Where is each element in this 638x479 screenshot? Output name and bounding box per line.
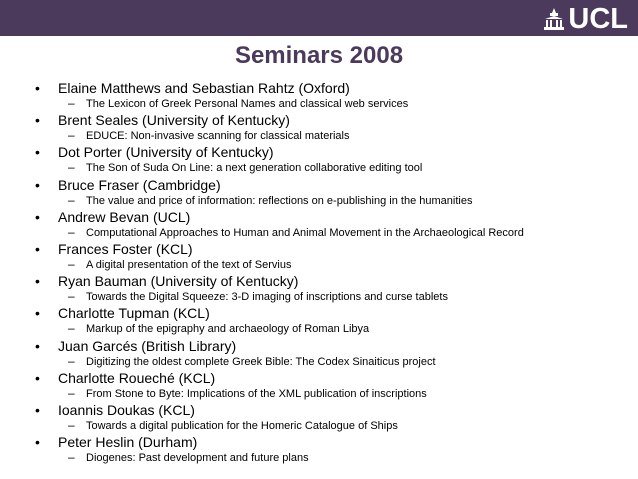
speaker-name: Peter Heslin (Durham) [58,434,198,451]
dash-icon: – [68,289,75,304]
seminar-item [0,370,638,402]
seminar-item [0,241,638,273]
seminar-list [0,80,638,466]
dash-icon: – [68,96,75,110]
seminar-item [0,402,638,434]
talk-topic: Computational Approaches to Human and Animal Movement in the Archaeological Record [86,226,524,239]
talk-topic: EDUCE: Non-invasive scanning for classical materials [86,130,350,143]
bullet-icon: • [35,369,40,386]
dash-icon: – [68,160,75,175]
dash-icon: – [68,128,75,143]
speaker-name: Ryan Bauman (University of Kentucky) [58,273,299,290]
speaker-name: Charlotte Tupman (KCL) [58,305,210,322]
page-title: Seminars 2008 [234,42,404,69]
bullet-icon: • [35,112,40,129]
speaker-name: Brent Seales (University of Kentucky) [58,112,290,129]
talk-topic: The value and price of information: reflections on e-publishing in the humanities [86,194,473,207]
talk-topic: The Lexicon of Greek Personal Names and classical web services [86,98,409,110]
talk-topic: From Stone to Byte: Implications of the XML publication of inscriptions [86,387,427,400]
talk-topic: A digital presentation of the text of Servius [86,258,292,271]
talk-topic: The Son of Suda On Line: a next generation collaborative editing tool [86,162,423,175]
seminar-item [0,80,638,112]
bullet-icon: • [35,337,40,354]
speaker-name: Dot Porter (University of Kentucky) [58,144,274,161]
dash-icon: – [68,450,75,465]
seminar-item [0,434,638,466]
bullet-icon: • [35,144,40,161]
dash-icon: – [68,385,75,400]
speaker-name: Bruce Fraser (Cambridge) [58,176,221,193]
seminar-item [0,209,638,241]
seminar-item [0,112,638,144]
ucl-logo [544,4,628,34]
seminar-item [0,144,638,176]
bullet-icon: • [35,401,40,418]
seminar-item [0,273,638,305]
logo-text: UCL [568,3,628,35]
speaker-name: Ioannis Doukas (KCL) [58,401,195,418]
seminar-item [0,305,638,337]
dash-icon: – [68,417,75,432]
talk-topic: Diogenes: Past development and future plans [86,452,309,465]
talk-topic: Towards a digital publication for the Homeric Catalogue of Ships [86,419,398,432]
speaker-name: Elaine Matthews and Sebastian Rahtz (Oxford) [58,80,350,96]
bullet-icon: • [35,305,40,322]
dash-icon: – [68,256,75,271]
dash-icon: – [68,321,75,336]
speaker-name: Juan Garcés (British Library) [58,337,237,354]
bullet-icon: • [35,434,40,451]
seminar-item [0,177,638,209]
dash-icon: – [68,353,75,368]
talk-topic: Markup of the epigraphy and archaeology of Roman Libya [86,323,370,336]
seminar-item [0,338,638,370]
speaker-name: Andrew Bevan (UCL) [58,208,191,225]
bullet-icon: • [35,273,40,290]
portico-icon [544,8,564,30]
bullet-icon: • [35,240,40,257]
bullet-icon: • [35,80,40,96]
talk-topic: Digitizing the oldest complete Greek Bible: The Codex Sinaiticus project [86,355,436,368]
dash-icon: – [68,192,75,207]
dash-icon: – [68,224,75,239]
bullet-icon: • [35,176,40,193]
speaker-name: Frances Foster (KCL) [58,240,193,257]
speaker-name: Charlotte Roueché (KCL) [58,369,216,386]
header-bar [0,0,638,36]
talk-topic: Towards the Digital Squeeze: 3-D imaging of inscriptions and curse tablets [86,291,448,304]
bullet-icon: • [35,208,40,225]
